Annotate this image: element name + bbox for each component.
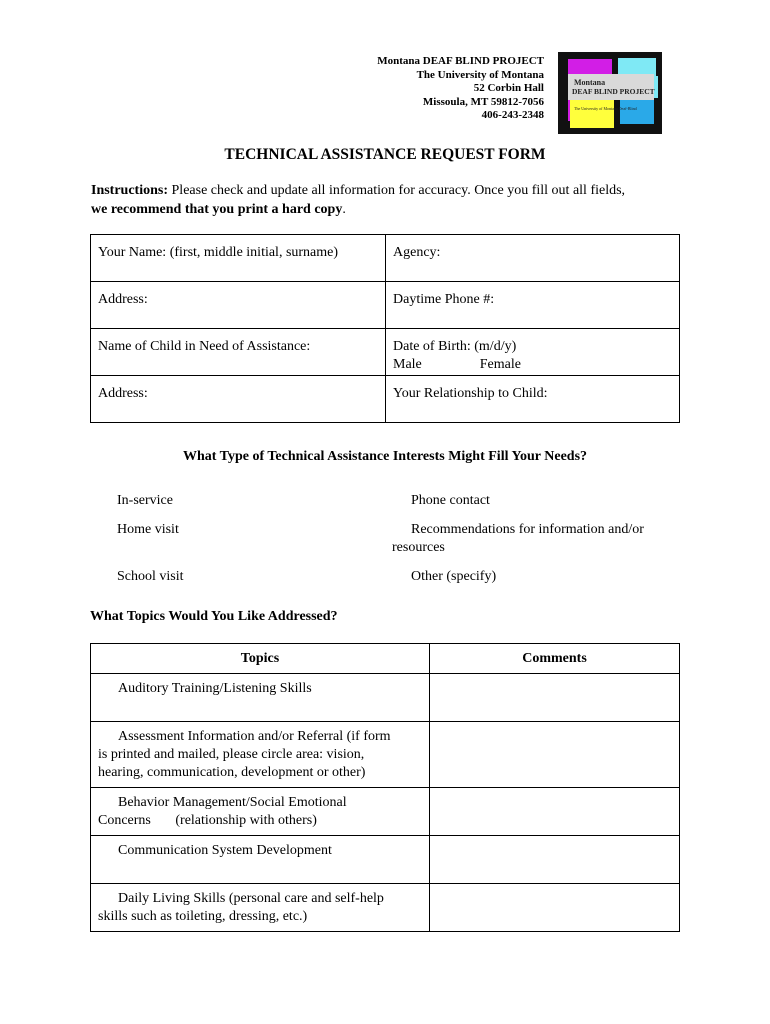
logo-line1: Montana: [574, 78, 606, 87]
logo-line2: DEAF BLIND PROJECT: [572, 87, 655, 96]
option-other[interactable]: Other (specify): [411, 569, 497, 584]
option-phone-contact[interactable]: Phone contact: [411, 493, 490, 508]
header-address: [377, 55, 544, 123]
instructions-recommend: we recommend that you print a hard copy: [91, 202, 343, 217]
org-name: Montana DEAF BLIND PROJECT: [377, 55, 544, 67]
comment-cell[interactable]: [430, 722, 680, 788]
relationship-field[interactable]: Your Relationship to Child:: [386, 376, 680, 423]
info-table: [90, 234, 680, 423]
topic-row: Auditory Training/Listening Skills: [91, 674, 430, 722]
topic-row: Daily Living Skills (personal care and self-help skills such as toileting, dressing, etc.): [91, 884, 430, 932]
topics-column-header: Topics: [91, 644, 430, 674]
dob-field[interactable]: Date of Birth: (m/d/y) Male Female: [386, 329, 680, 376]
street-address: 52 Corbin Hall: [473, 82, 544, 95]
child-name-field[interactable]: Name of Child in Need of Assistance:: [91, 329, 386, 376]
comment-cell[interactable]: [430, 788, 680, 836]
topic-row: Assessment Information and/or Referral (if form is printed and mailed, please circle area: vision, hearing, communication, development or other): [91, 722, 430, 788]
name-field[interactable]: Your Name: (first, middle initial, surname): [91, 235, 386, 282]
phone-field[interactable]: Daytime Phone #:: [386, 282, 680, 329]
assistance-heading: What Type of Technical Assistance Interests Might Fill Your Needs?: [182, 449, 588, 464]
agency-field[interactable]: Agency:: [386, 235, 680, 282]
instructions-text: Please check and update all information for accuracy. Once you fill out all fields,: [168, 183, 626, 198]
instructions: Instructions: Please check and update all information for accuracy. Once you fill out all fields, we recommend that you print a hard copy.: [91, 183, 626, 217]
option-inservice[interactable]: In-service: [117, 493, 173, 508]
comments-column-header: Comments: [430, 644, 680, 674]
project-logo: [558, 52, 662, 134]
university-name: The University of Montana: [416, 68, 544, 81]
page-title: TECHNICAL ASSISTANCE REQUEST FORM: [224, 146, 546, 163]
option-home-visit[interactable]: Home visit: [117, 522, 179, 537]
city-address: Missoula, MT 59812-7056: [422, 95, 544, 108]
comment-cell[interactable]: [430, 884, 680, 932]
topics-table: [90, 643, 680, 932]
male-option[interactable]: Male: [393, 357, 422, 372]
topic-row: Communication System Development: [91, 836, 430, 884]
comment-cell[interactable]: [430, 674, 680, 722]
phone-number: 406-243-2348: [481, 109, 544, 122]
topics-heading: What Topics Would You Like Addressed?: [90, 609, 338, 624]
comment-cell[interactable]: [430, 836, 680, 884]
option-recommendations[interactable]: Recommendations for information and/or resources: [392, 522, 644, 555]
logo-small: The University of Montana Deaf-Blind: [574, 106, 637, 111]
female-option[interactable]: Female: [479, 357, 521, 372]
topic-row: Behavior Management/Social Emotional Concerns (relationship with others): [91, 788, 430, 836]
child-address-field[interactable]: Address:: [91, 376, 386, 423]
instructions-label: Instructions:: [91, 183, 169, 198]
option-school-visit[interactable]: School visit: [117, 569, 184, 584]
address-field[interactable]: Address:: [91, 282, 386, 329]
